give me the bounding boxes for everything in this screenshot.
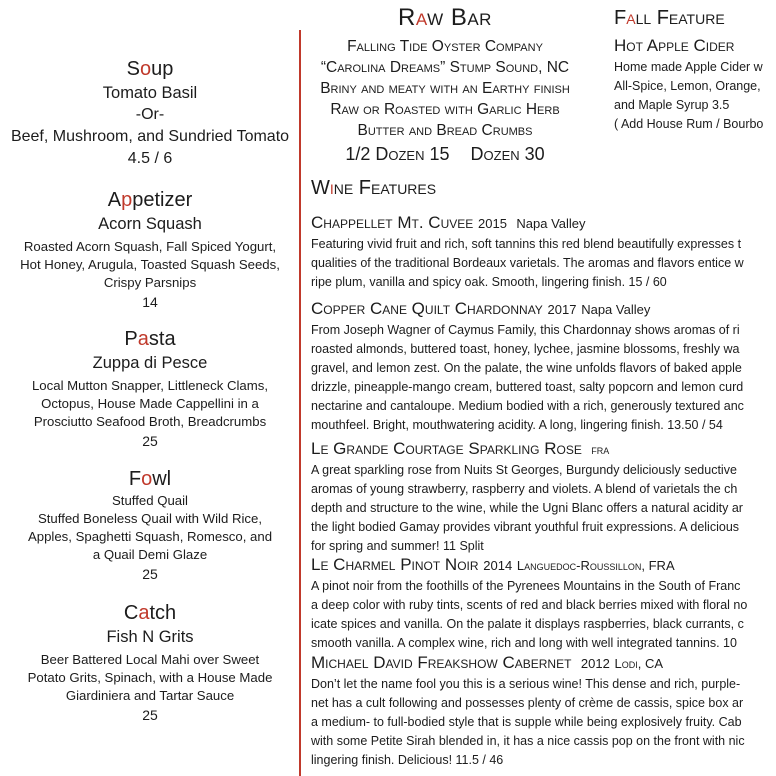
pasta-dish: Zuppa di Pesce	[92, 354, 208, 372]
appetizer-title: Appetizer	[107, 189, 193, 211]
wine-desc-line: From Joseph Wagner of Caymus Family, this Chardonnay shows aromas of ri	[311, 323, 740, 337]
soup-alt-dish: Beef, Mushroom, and Sundried Tomato	[10, 128, 290, 145]
catch-desc-line: Beer Battered Local Mahi over Sweet	[40, 652, 260, 667]
pasta-desc	[0, 377, 300, 431]
wine-item	[311, 652, 776, 770]
pasta-section	[0, 328, 300, 450]
soup-or: -Or-	[135, 106, 165, 123]
pasta-title: Pasta	[124, 328, 176, 350]
wine-name: Michael David Freakshow Cabernet 2012 Lodi, CA	[311, 653, 664, 672]
wine-desc-line: with some Petite Sirah blended in, it has a nice cassis pop on the front with nic	[311, 734, 745, 748]
wine-name: Copper Cane Quilt Chardonnay 2017 Napa Valley	[311, 299, 651, 318]
appetizer-desc	[0, 238, 300, 292]
wine-desc-line: gravel, and lemon zest. On the palate, the wine unfolds flavors of baked apple	[311, 361, 742, 375]
pasta-desc-line: Prosciutto Seafood Broth, Breadcrumbs	[33, 414, 267, 429]
wine-desc	[311, 235, 776, 292]
fowl-desc	[0, 510, 300, 564]
soup-dish: Tomato Basil	[102, 84, 198, 102]
appetizer-price: 14	[142, 294, 158, 310]
wine-desc-line: aromas of young strawberry, raspberry and violets. A blend of varietals the ch	[311, 482, 738, 496]
fall-feature-line: ( Add House Rum / Bourbo	[614, 117, 764, 131]
fall-feature-subtitle: Hot Apple Cider	[614, 36, 735, 55]
catch-dish: Fish N Grits	[106, 628, 194, 646]
wine-desc	[311, 461, 776, 556]
catch-desc	[0, 651, 300, 705]
wine-desc-line: A great sparkling rose from Nuits St Georges, Burgundy deliciously seductive	[311, 463, 737, 477]
raw-bar-line: Briny and meaty with an Earthy finish	[320, 80, 570, 97]
wine-desc-line: depth and structure to the wine, while the Ugni Blanc offers a natural acidity ar	[311, 501, 743, 515]
catch-desc-line: Giardiniera and Tartar Sauce	[65, 688, 235, 703]
wine-desc	[311, 675, 776, 770]
wine-desc-line: qualities of the traditional Bordeaux varietals. The aromas and flavors entice w	[311, 256, 744, 270]
pasta-desc-line: Octopus, House Made Cappellini in a	[41, 396, 259, 411]
fowl-title: Fowl	[128, 468, 172, 490]
half-dozen-price: 1/2 Dozen 15	[345, 144, 450, 164]
fowl-desc-line: a Quail Demi Glaze	[92, 547, 208, 562]
catch-section	[0, 602, 300, 724]
appetizer-desc-line: Roasted Acorn Squash, Fall Spiced Yogurt,	[23, 239, 277, 254]
raw-bar-title: Raw Bar	[398, 4, 492, 31]
soup-section	[0, 58, 300, 170]
soup-price: 4.5 / 6	[127, 150, 173, 167]
appetizer-desc-line: Crispy Parsnips	[103, 275, 197, 290]
wine-desc-line: smooth vanilla. A complex wine, rich and long with well integrated tannins. 10	[311, 636, 737, 650]
fowl-section	[0, 468, 300, 583]
wine-item	[311, 212, 776, 292]
fall-feature-line: and Maple Syrup 3.5	[614, 98, 730, 112]
wine-desc-line: ripe plum, vanilla and spicy oak. Smooth, lingering finish. 15 / 60	[311, 275, 667, 289]
fall-feature-title: Fall Feature	[614, 7, 725, 29]
wine-desc-line: Featuring vivid fruit and rich, soft tannins this red blend beautifully expresses t	[311, 237, 742, 251]
wine-item	[311, 298, 776, 435]
wine-desc-line: A pinot noir from the foothills of the Pyrenees Mountains in the South of Franc	[311, 579, 741, 593]
wine-features-heading: Wine Features	[311, 177, 437, 199]
wine-name: Le Charmel Pinot Noir 2014 Languedoc-Roussillon, FRA	[311, 555, 675, 574]
wine-features-section	[311, 176, 776, 776]
catch-title: Catch	[123, 602, 177, 624]
wine-desc-line: mouthfeel. Bright, mouthwatering acidity. A long, lingering finish. 13.50 / 54	[311, 418, 723, 432]
raw-bar-line: Butter and Bread Crumbs	[357, 122, 533, 139]
raw-bar-section	[300, 4, 590, 166]
wine-desc-line: the light bodied Gamay provides vibrant youthful fruit expressions. A delicious	[311, 520, 740, 534]
fowl-desc-line: Stuffed Boneless Quail with Wild Rice,	[37, 511, 263, 526]
fowl-price: 25	[142, 566, 158, 582]
pasta-price: 25	[142, 433, 158, 449]
wine-desc-line: roasted almonds, buttered toast, honey, lychee, jasmine blossoms, freshly wa	[311, 342, 740, 356]
wine-desc-line: a medium- to full-bodied style that is supple while being explosively fruity. Cab	[311, 715, 742, 729]
appetizer-section	[0, 189, 300, 311]
wine-desc-line: Don’t let the name fool you this is a serious wine! This dense and rich, purple-	[311, 677, 741, 691]
pasta-desc-line: Local Mutton Snapper, Littleneck Clams,	[31, 378, 269, 393]
wine-desc	[311, 321, 776, 435]
dozen-price: Dozen 30	[470, 144, 545, 164]
wine-desc	[311, 577, 776, 653]
wine-desc-line: lingering finish. Delicious! 11.5 / 46	[311, 753, 504, 767]
catch-desc-line: Potato Grits, Spinach, with a House Made	[27, 670, 273, 685]
fall-feature-line: All-Spice, Lemon, Orange,	[614, 79, 761, 93]
fowl-dish: Stuffed Quail	[111, 493, 188, 508]
wine-item	[311, 438, 776, 556]
soup-title: Soup	[126, 58, 174, 80]
appetizer-desc-line: Hot Honey, Arugula, Toasted Squash Seeds,	[20, 257, 280, 272]
appetizer-dish: Acorn Squash	[98, 215, 202, 233]
wine-desc-line: icate spices and vanilla. On the palate it displays raspberries, black currants, c	[311, 617, 744, 631]
fall-feature-line: Home made Apple Cider w	[614, 60, 763, 74]
fowl-desc-line: Apples, Spaghetti Squash, Romesco, and	[27, 529, 273, 544]
wine-desc-line: a deep color with ruby tints, scents of red and black berries mixed with floral no	[311, 598, 748, 612]
wine-name: Chappellet Mt. Cuvee 2015 Napa Valley	[311, 213, 586, 232]
wine-desc-line: nectarine and cantaloupe. Medium bodied with a rich, generously textured anc	[311, 399, 744, 413]
wine-desc-line: net has a cult following and possesses plenty of crème de cassis, spice box ar	[311, 696, 744, 710]
raw-bar-line: Falling Tide Oyster Company	[347, 38, 543, 55]
raw-bar-line: Raw or Roasted with Garlic Herb	[330, 101, 560, 118]
wine-item	[311, 554, 776, 653]
raw-bar-line: “Carolina Dreams” Stump Sound, NC	[320, 59, 570, 76]
fall-feature-section	[614, 6, 776, 134]
raw-bar-prices	[300, 142, 590, 166]
wine-desc-line: drizzle, pineapple-mango cream, buttered toast, salty popcorn and lemon curd	[311, 380, 744, 394]
wine-name: Le Grande Courtage Sparkling Rose fra	[311, 439, 610, 458]
catch-price: 25	[142, 707, 158, 723]
wine-desc-line: for spring and summer! 11 Split	[311, 539, 484, 553]
